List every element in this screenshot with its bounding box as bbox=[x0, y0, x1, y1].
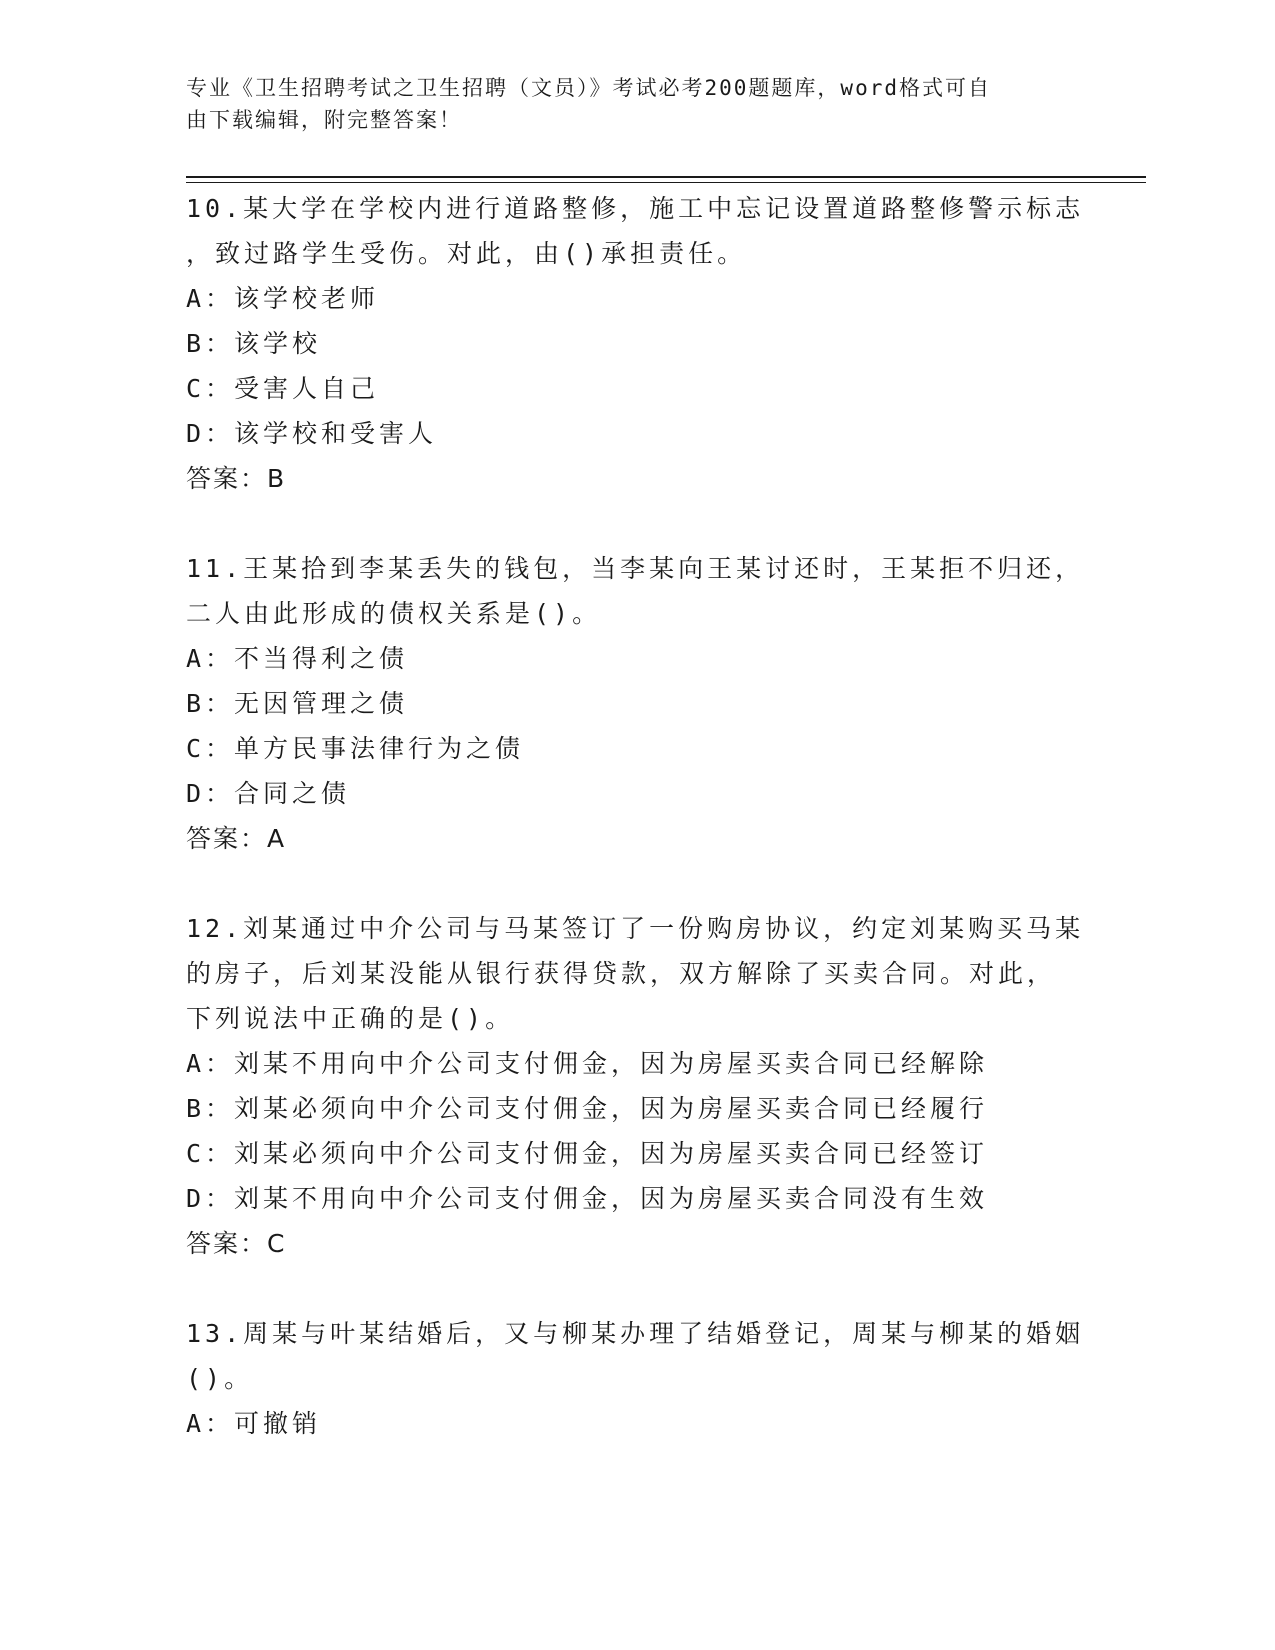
option-c: C：受害人自己 bbox=[186, 374, 380, 403]
question-text: 13.周某与叶某结婚后，又与柳某办理了结婚登记，周某与柳某的婚姻 bbox=[186, 1319, 1085, 1348]
question-12 bbox=[186, 906, 1086, 1266]
document-header bbox=[186, 72, 1066, 136]
question-text: 10.某大学在学校内进行道路整修，施工中忘记设置道路整修警示标志 bbox=[186, 194, 1085, 223]
option-c: C：刘某必须向中介公司支付佣金，因为房屋买卖合同已经签订 bbox=[186, 1139, 989, 1168]
header-line-1: 专业《卫生招聘考试之卫生招聘（文员）》考试必考200题题库，word格式可自 bbox=[186, 76, 991, 100]
option-a: A：刘某不用向中介公司支付佣金，因为房屋买卖合同已经解除 bbox=[186, 1049, 989, 1078]
question-text: 12.刘某通过中介公司与马某签订了一份购房协议，约定刘某购买马某 bbox=[186, 914, 1085, 943]
option-a: A：不当得利之债 bbox=[186, 644, 409, 673]
answer: 答案：A bbox=[186, 824, 287, 853]
question-10 bbox=[186, 186, 1086, 501]
question-text: 下列说法中正确的是()。 bbox=[186, 1004, 515, 1033]
question-text: 二人由此形成的债权关系是()。 bbox=[186, 599, 602, 628]
question-13 bbox=[186, 1311, 1086, 1446]
option-b: B：该学校 bbox=[186, 329, 322, 358]
header-divider-thin bbox=[186, 182, 1146, 183]
question-text: 的房子，后刘某没能从银行获得贷款，双方解除了买卖合同。对此， bbox=[186, 959, 1057, 988]
header-divider-thick bbox=[186, 176, 1146, 178]
option-d: D：刘某不用向中介公司支付佣金，因为房屋买卖合同没有生效 bbox=[186, 1184, 989, 1213]
answer: 答案：B bbox=[186, 464, 287, 493]
option-b: B：无因管理之债 bbox=[186, 689, 409, 718]
answer: 答案：C bbox=[186, 1229, 287, 1258]
option-a: A：该学校老师 bbox=[186, 284, 380, 313]
question-11 bbox=[186, 546, 1086, 861]
option-c: C：单方民事法律行为之债 bbox=[186, 734, 525, 763]
question-text: ()。 bbox=[186, 1364, 254, 1393]
option-b: B：刘某必须向中介公司支付佣金，因为房屋买卖合同已经履行 bbox=[186, 1094, 989, 1123]
header-line-2: 由下载编辑，附完整答案！ bbox=[186, 108, 462, 132]
question-list bbox=[186, 186, 1086, 1491]
option-d: D：合同之债 bbox=[186, 779, 351, 808]
question-text: ，致过路学生受伤。对此，由()承担责任。 bbox=[186, 239, 747, 268]
option-a: A：可撤销 bbox=[186, 1409, 322, 1438]
option-d: D：该学校和受害人 bbox=[186, 419, 438, 448]
question-text: 11.王某拾到李某丢失的钱包，当李某向王某讨还时，王某拒不归还， bbox=[186, 554, 1085, 583]
